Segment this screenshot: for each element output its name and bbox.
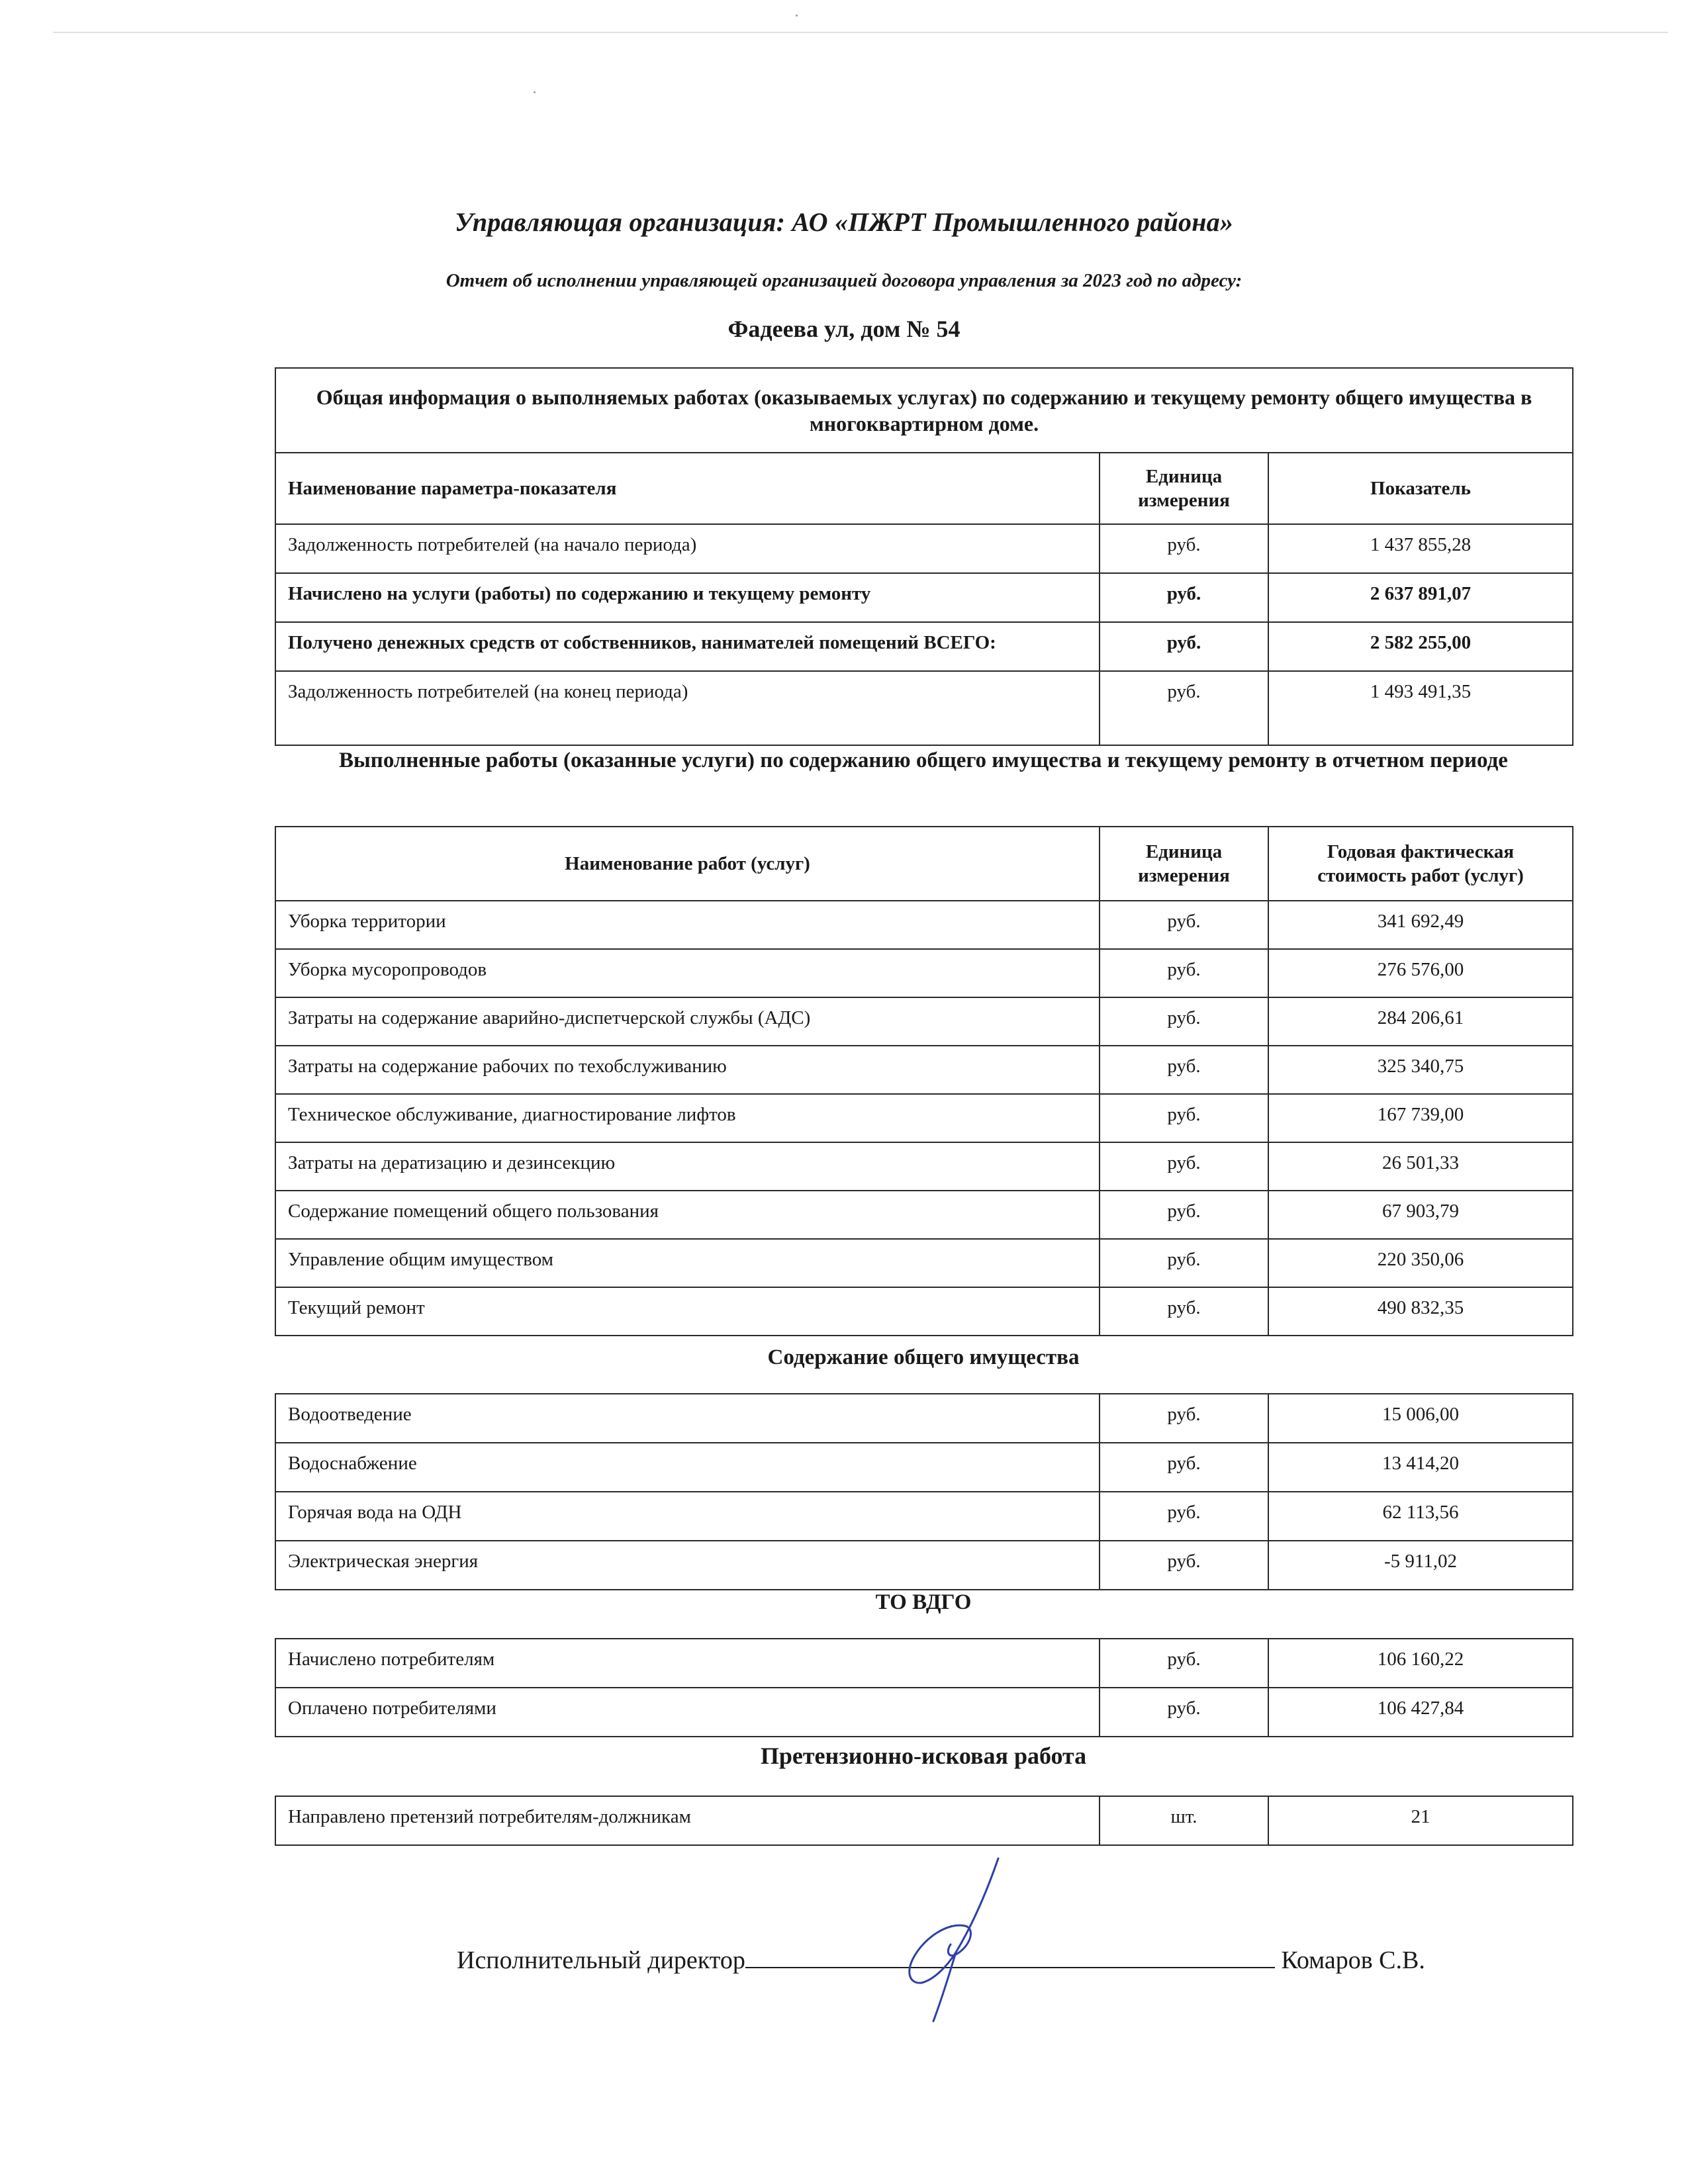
row-unit: руб.	[1100, 1287, 1268, 1336]
row-unit: руб.	[1100, 1239, 1268, 1287]
row-name: Направлено претензий потребителям-должникам	[275, 1796, 1100, 1845]
row-value: 67 903,79	[1268, 1191, 1573, 1239]
row-name: Текущий ремонт	[275, 1287, 1100, 1336]
row-value: -5 911,02	[1268, 1541, 1573, 1590]
col-header-works: Наименование работ (услуг)	[275, 827, 1100, 901]
claims-title: Претензионно-исковая работа	[760, 1743, 1087, 1769]
table-row	[275, 1142, 1573, 1191]
row-unit: руб.	[1100, 1443, 1268, 1492]
table-row	[275, 524, 1573, 573]
row-value: 26 501,33	[1268, 1142, 1573, 1191]
row-value: 341 692,49	[1268, 901, 1573, 949]
row-value: 167 739,00	[1268, 1094, 1573, 1142]
row-value: 15 006,00	[1268, 1394, 1573, 1443]
table-row	[275, 1541, 1573, 1590]
col-header-value: Показатель	[1268, 453, 1573, 524]
works-table	[275, 826, 1573, 1336]
row-unit: руб.	[1100, 573, 1268, 622]
scan-speck	[796, 15, 798, 17]
row-name: Электрическая энергия	[275, 1541, 1100, 1590]
table-row	[275, 1796, 1573, 1845]
row-name: Задолженность потребителей (на конец периода)	[275, 671, 1100, 745]
table-row	[275, 1492, 1573, 1541]
table-row	[275, 671, 1573, 745]
row-name: Затраты на содержание рабочих по техобслуживанию	[275, 1046, 1100, 1094]
row-unit: руб.	[1100, 1191, 1268, 1239]
row-name: Задолженность потребителей (на начало периода)	[275, 524, 1100, 573]
row-unit: руб.	[1100, 1094, 1268, 1142]
table-row	[275, 1094, 1573, 1142]
signatory-name: Комаров С.В.	[1281, 1946, 1425, 1974]
vdgo-title: ТО ВДГО	[875, 1590, 972, 1614]
row-name: Оплачено потребителями	[275, 1688, 1100, 1737]
row-name: Водоотведение	[275, 1394, 1100, 1443]
table-row	[275, 1639, 1573, 1688]
table-row	[275, 997, 1573, 1046]
row-unit: руб.	[1100, 1492, 1268, 1541]
table-row	[275, 1394, 1573, 1443]
col-header-annual-cost: Годовая фактическая стоимость работ (услуг)	[1268, 827, 1573, 901]
table-row	[275, 1046, 1573, 1094]
table-row	[275, 1688, 1573, 1737]
row-name: Уборка мусоропроводов	[275, 949, 1100, 997]
row-value: 276 576,00	[1268, 949, 1573, 997]
table-row	[275, 901, 1573, 949]
common-property-table	[275, 1393, 1573, 1590]
handwritten-signature	[887, 1853, 1019, 2025]
row-unit: руб.	[1100, 1639, 1268, 1688]
table-row	[275, 573, 1573, 622]
row-name: Содержание помещений общего пользования	[275, 1191, 1100, 1239]
works-section-title: Выполненные работы (оказанные услуги) по содержанию общего имущества и текущему ремонту в отчетном периоде	[339, 749, 1508, 772]
row-value: 325 340,75	[1268, 1046, 1573, 1094]
row-unit: руб.	[1100, 1394, 1268, 1443]
row-unit: руб.	[1100, 671, 1268, 745]
organization-title: Управляющая организация: АО «ПЖРТ Промышленного района»	[454, 207, 1234, 237]
row-name: Техническое обслуживание, диагностирование лифтов	[275, 1094, 1100, 1142]
report-title: Отчет об исполнении управляющей организацией договора управления за 2023 год по адресу:	[445, 270, 1243, 291]
scan-speck	[534, 91, 536, 93]
table-row	[275, 949, 1573, 997]
table-row	[275, 1239, 1573, 1287]
row-name: Начислено потребителям	[275, 1639, 1100, 1688]
vdgo-table	[275, 1638, 1573, 1737]
row-value: 1 437 855,28	[1268, 524, 1573, 573]
row-value: 106 160,22	[1268, 1639, 1573, 1688]
table-row	[275, 1191, 1573, 1239]
row-value: 1 493 491,35	[1268, 671, 1573, 745]
general-info-table	[275, 367, 1573, 746]
general-info-banner: Общая информация о выполняемых работах (оказываемых услугах) по содержанию и текущему ремонту общего имущества в многоквартирном доме.	[275, 368, 1573, 453]
row-name: Управление общим имуществом	[275, 1239, 1100, 1287]
col-header-parameter: Наименование параметра-показателя	[275, 453, 1100, 524]
row-name: Водоснабжение	[275, 1443, 1100, 1492]
table-row	[275, 1443, 1573, 1492]
row-unit: руб.	[1100, 1046, 1268, 1094]
row-name: Горячая вода на ОДН	[275, 1492, 1100, 1541]
row-value: 21	[1268, 1796, 1573, 1845]
row-unit: руб.	[1100, 1541, 1268, 1590]
row-unit: руб.	[1100, 901, 1268, 949]
table-row	[275, 1287, 1573, 1336]
row-unit: руб.	[1100, 997, 1268, 1046]
row-value: 106 427,84	[1268, 1688, 1573, 1737]
row-value: 284 206,61	[1268, 997, 1573, 1046]
row-value: 220 350,06	[1268, 1239, 1573, 1287]
row-value: 2 582 255,00	[1268, 622, 1573, 671]
address-title: Фадеева ул, дом № 54	[727, 316, 961, 342]
signatory-position: Исполнительный директор	[457, 1946, 745, 1974]
row-name: Получено денежных средств от собственников, нанимателей помещений ВСЕГО:	[275, 622, 1100, 671]
row-value: 62 113,56	[1268, 1492, 1573, 1541]
col-header-unit: Единица измерения	[1100, 827, 1268, 901]
row-unit: руб.	[1100, 949, 1268, 997]
row-value: 13 414,20	[1268, 1443, 1573, 1492]
row-unit: руб.	[1100, 1142, 1268, 1191]
row-value: 2 637 891,07	[1268, 573, 1573, 622]
row-unit: руб.	[1100, 622, 1268, 671]
common-property-title: Содержание общего имущества	[767, 1345, 1080, 1369]
row-name: Уборка территории	[275, 901, 1100, 949]
row-name: Начислено на услуги (работы) по содержанию и текущему ремонту	[275, 573, 1100, 622]
table-row	[275, 622, 1573, 671]
claims-table	[275, 1796, 1573, 1846]
row-unit: шт.	[1100, 1796, 1268, 1845]
row-unit: руб.	[1100, 1688, 1268, 1737]
row-name: Затраты на содержание аварийно-диспетчерской службы (АДС)	[275, 997, 1100, 1046]
row-unit: руб.	[1100, 524, 1268, 573]
col-header-unit: Единица измерения	[1100, 453, 1268, 524]
row-name: Затраты на дератизацию и дезинсекцию	[275, 1142, 1100, 1191]
scan-edge-line	[53, 32, 1668, 33]
row-value: 490 832,35	[1268, 1287, 1573, 1336]
